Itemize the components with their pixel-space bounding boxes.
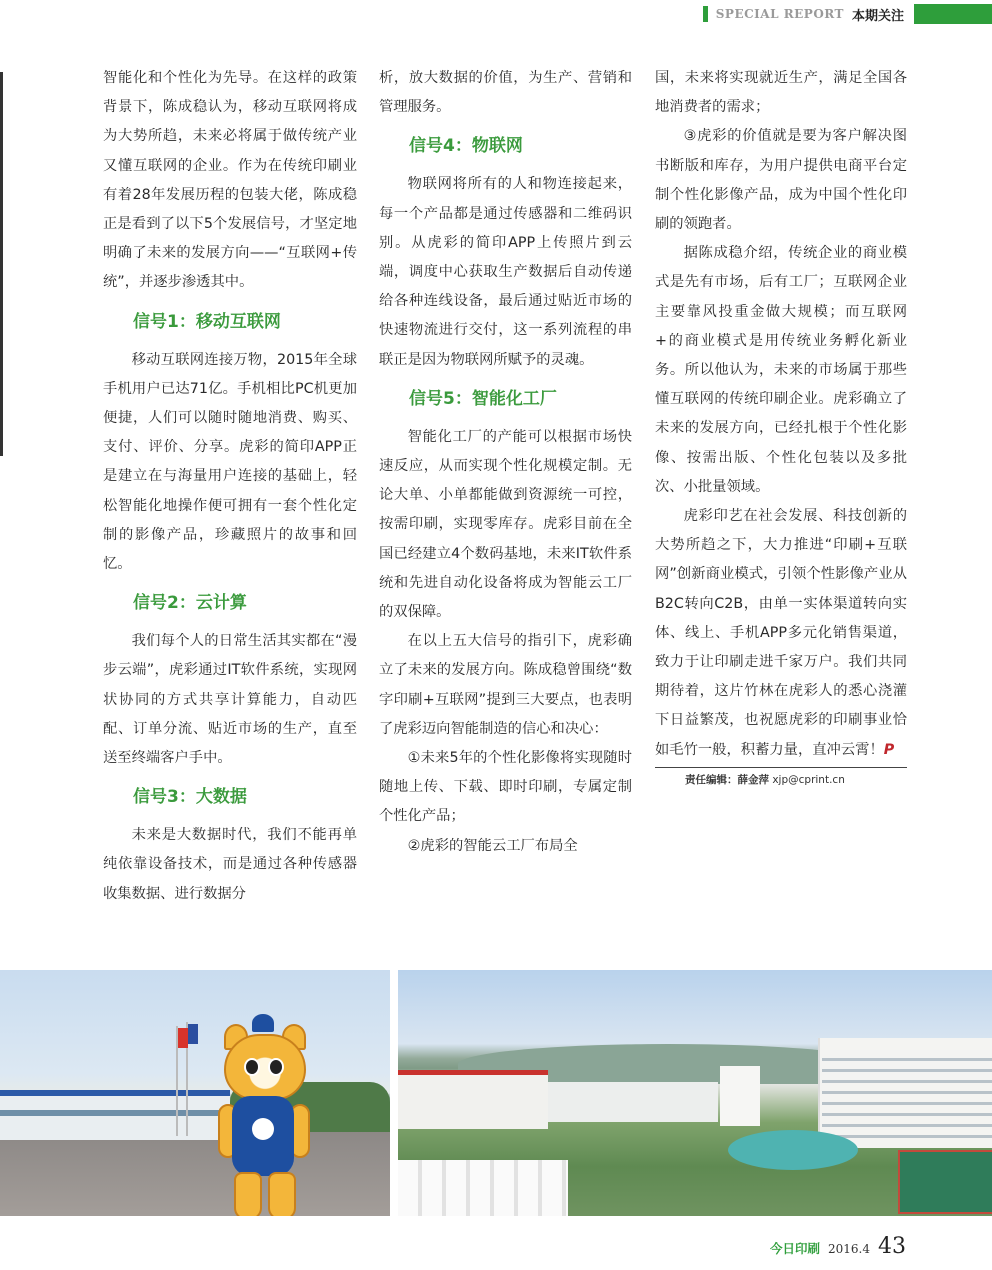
paragraph: 析，放大数据的价值，为生产、营销和管理服务。 — [379, 70, 632, 116]
paragraph: 智能化工厂的产能可以根据市场快速反应，从而实现个性化规模定制。无论大单、小单都能做到资源统一可控，按需印刷，实现零库存。虎彩目前在全国已经建立4个数码基地，未来IT软件系统和先进自动化设备将成为智能云工厂的双保障。 — [379, 428, 632, 621]
flag — [178, 1028, 188, 1048]
building-left — [398, 1070, 548, 1129]
article-column-1 — [103, 64, 357, 909]
mascot-eye — [268, 1058, 284, 1076]
section-heading: 信号2：云计算 — [133, 593, 247, 614]
magazine-name: 今日印刷 — [769, 1241, 820, 1256]
page-footer — [770, 1234, 906, 1259]
mascot-leg — [234, 1172, 262, 1216]
paragraph: ①未来5年的个性化影像将实现随时随地上传、下载、即时印刷，专属定制个性化产品； — [379, 750, 632, 825]
section-heading: 信号5：智能化工厂 — [409, 388, 557, 409]
mascot-hat — [252, 1014, 274, 1032]
mascot-logo — [252, 1118, 274, 1140]
section-heading: 信号4：物联网 — [409, 136, 523, 157]
article-column-3 — [655, 64, 907, 792]
photo-campus-aerial — [398, 970, 992, 1216]
paragraph: 我们每个人的日常生活其实都在“漫步云端”，虎彩通过IT软件系统，实现网状协同的方式共享计算能力，自动匹配、订单分流、贴近市场的生产，直至送至终端客户手中。 — [103, 633, 357, 767]
section-label-en: SPECIAL REPORT — [715, 7, 844, 21]
flag — [188, 1024, 198, 1044]
paragraph: 在以上五大信号的指引下，虎彩确立了未来的发展方向。陈成稳曾围绕“数字印刷+互联网”提到三大要点，也表明了虎彩迈向智能制造的信心和决心： — [379, 633, 632, 737]
paragraph-final — [655, 502, 907, 765]
end-mark-icon: P — [883, 741, 895, 758]
swimming-pool — [728, 1130, 858, 1170]
tent-canopies — [398, 1160, 568, 1216]
section-heading: 信号1：移动互联网 — [133, 311, 281, 332]
mascot-head — [224, 1034, 306, 1100]
header-green-bar — [914, 4, 992, 24]
paragraph: 据陈成稳介绍，传统企业的商业模式是先有市场，后有工厂；互联网企业主要靠风投重金做大规模；而互联网+的商业模式是用传统业务孵化新业务。所以他认为，未来的市场属于那些懂互联网的传统印刷企业。虎彩确立了未来的发展方向，已经扎根于个性化影像、按需出版、个性化包装以及多批次、小批量领域。 — [655, 245, 907, 495]
paragraph: 国，未来将实现就近生产，满足全国各地消费者的需求； — [655, 70, 907, 116]
issue-date: 2016.4 — [828, 1242, 870, 1256]
header-marker — [703, 6, 708, 22]
paragraph: 移动互联网连接万物，2015年全球手机用户已达71亿。手机相比PC机更加便捷，人们可以随时随地消费、购买、支付、评价、分享。虎彩的简印APP正是建立在与海量用户连接的基础上，轻松智能化地操作便可拥有一套个性化定制的影像产品，珍藏照片的故事和回忆。 — [103, 351, 357, 573]
section-label-zh: 本期关注 — [851, 8, 904, 24]
mascot-leg — [268, 1172, 296, 1216]
editor-label: 责任编辑：薛金萍 — [685, 773, 769, 786]
tiger-mascot-icon — [218, 1014, 308, 1216]
paragraph: 未来是大数据时代，我们不能再单纯依靠设备技术，而是通过各种传感器收集数据、进行数据分 — [103, 827, 357, 902]
article-column-2 — [379, 64, 632, 861]
factory-window-band — [0, 1110, 230, 1116]
editor-credit — [655, 768, 907, 792]
section-heading: 信号3：大数据 — [133, 787, 247, 808]
page-number: 43 — [878, 1234, 906, 1259]
tennis-court — [898, 1150, 992, 1214]
paragraph-text: 虎彩印艺在社会发展、科技创新的大势所趋之下，大力推进“印刷+互联网”创新商业模式，引领个性影像产业从B2C转向C2B，由单一实体渠道转向实体、线上、手机APP多元化销售渠道，致力于让印刷走进千家万户。我们共同期待着，这片竹林在虎彩人的悉心浇灌下日益繁茂，也祝愿虎彩的印刷事业恰如毛竹一般，积蓄力量，直冲云霄！ — [655, 508, 907, 758]
editor-email: xjp@cprint.cn — [772, 773, 845, 786]
paragraph: 物联网将所有的人和物连接起来，每一个产品都是通过传感器和二维码识别。从虎彩的简印APP上传照片到云端，调度中心获取生产数据后自动传递给各种连线设备，最后通过贴近市场的快速物流进行交付，这一系列流程的串联正是因为物联网所赋予的灵魂。 — [379, 176, 632, 368]
margin-rule — [0, 72, 3, 456]
building-tower — [720, 1066, 760, 1126]
paragraph: ②虎彩的智能云工厂布局全 — [407, 837, 578, 854]
photo-factory-mascot — [0, 970, 390, 1216]
building-center — [548, 1082, 718, 1122]
page-header — [703, 4, 992, 24]
building-right-windows — [822, 1050, 992, 1140]
paragraph: 智能化和个性化为先导。在这样的政策背景下，陈成稳认为，移动互联网将成为大势所趋，未来必将属于做传统产业又懂互联网的企业。作为在传统印刷业有着28年发展历程的包装大佬，陈成稳正是看到了以下5个发展信号，才坚定地明确了未来的发展方向——“互联网+传统”，并逐步渗透其中。 — [103, 70, 357, 291]
paragraph: ③虎彩的价值就是要为客户解决图书断版和库存，为用户提供电商平台定制个性化影像产品，成为中国个性化印刷的领跑者。 — [655, 128, 907, 233]
mascot-eye — [244, 1058, 260, 1076]
